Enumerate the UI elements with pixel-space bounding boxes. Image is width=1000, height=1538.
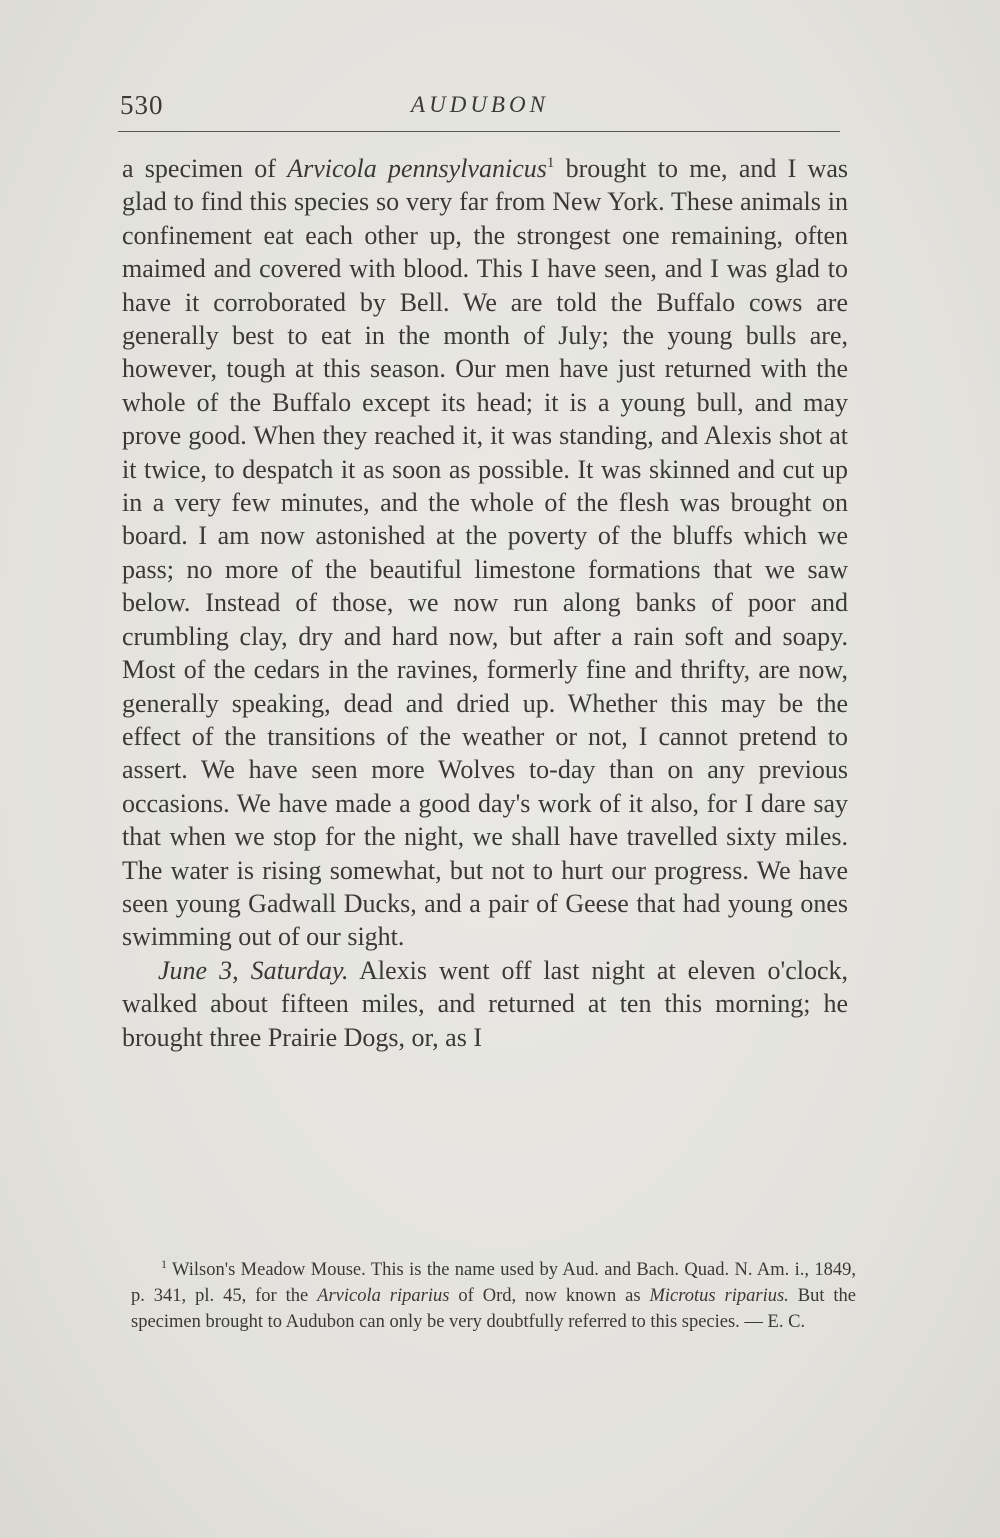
diary-date: June 3, Saturday. [158, 955, 349, 985]
paragraph-1 [122, 152, 848, 954]
footnote-part-3: But the specimen brought to Audubon can only be very doubtfully referred to this species. — E. C. [131, 1286, 856, 1332]
header-rule [118, 131, 840, 132]
body-text [122, 152, 848, 1054]
paragraph-2-text: Alexis went off last night at eleven o'clock, walked about fifteen miles, and returned at ten this morning; he brought three Prairie Dogs, or, as I [122, 955, 849, 1052]
paragraph-2 [122, 954, 848, 1054]
footnote-marker: 1 [161, 1257, 167, 1271]
running-head [120, 82, 840, 126]
footnote-taxon-1: Arvicola riparius [317, 1286, 450, 1306]
footnote-text [131, 1257, 856, 1335]
taxon-name: Arvicola pennsylvanicus [287, 154, 547, 183]
paragraph-1-text: brought to me, and I was glad to find this species so very far from New York. These animals in confinement eat each other up, the strongest one remaining, often maimed and covered with blood. This I have seen, and I was glad to have it corroborated by Bell. We are told the Buffalo cows are generally best to eat in the month of July; the young bulls are, however, tough at this season. Our men have just returned with the whole of the Buffalo except its head; it is a young bull, and may prove good. When they reached it, it was standing, and Alexis shot at it twice, to despatch it as soon as possible. It was skinned and cut up in a very few minutes, and the whole of the flesh was brought on board. I am now astonished at the poverty of the bluffs which we pass; no more of the beautiful limestone formations that we saw below. Instead of those, we now run along banks of poor and crumbling clay, dry and hard now, but after a rain soft and soapy. Most of the cedars in the ravines, formerly fine and thrifty, are now, generally speaking, dead and dried up. Whether this may be the effect of the transitions of the weather or not, I cannot pretend to assert. We have seen more Wolves to-day than on any previous occasions. We have made a good day's work of it also, for I dare say that when we stop for the night, we shall have travelled sixty miles. The water is rising somewhat, but not to hurt our progress. We have seen young Gadwall Ducks, and a pair of Geese that had young ones swimming out of our sight. [122, 154, 848, 952]
footnote-part-2: of Ord, now known as [449, 1286, 650, 1306]
footnote-part-1: Wilson's Meadow Mouse. This is the name used by Aud. and Bach. Quad. N. Am. i., 1849, p. 341, pl. 45, for the [131, 1260, 856, 1306]
page-number: 530 [120, 90, 164, 120]
running-title: AUDUBON [411, 92, 549, 117]
footnote-reference[interactable]: 1 [546, 155, 555, 171]
paragraph-1-lead: a specimen of [122, 154, 288, 183]
footnote-taxon-2: Microtus riparius. [649, 1286, 789, 1306]
footnote [131, 1257, 856, 1335]
